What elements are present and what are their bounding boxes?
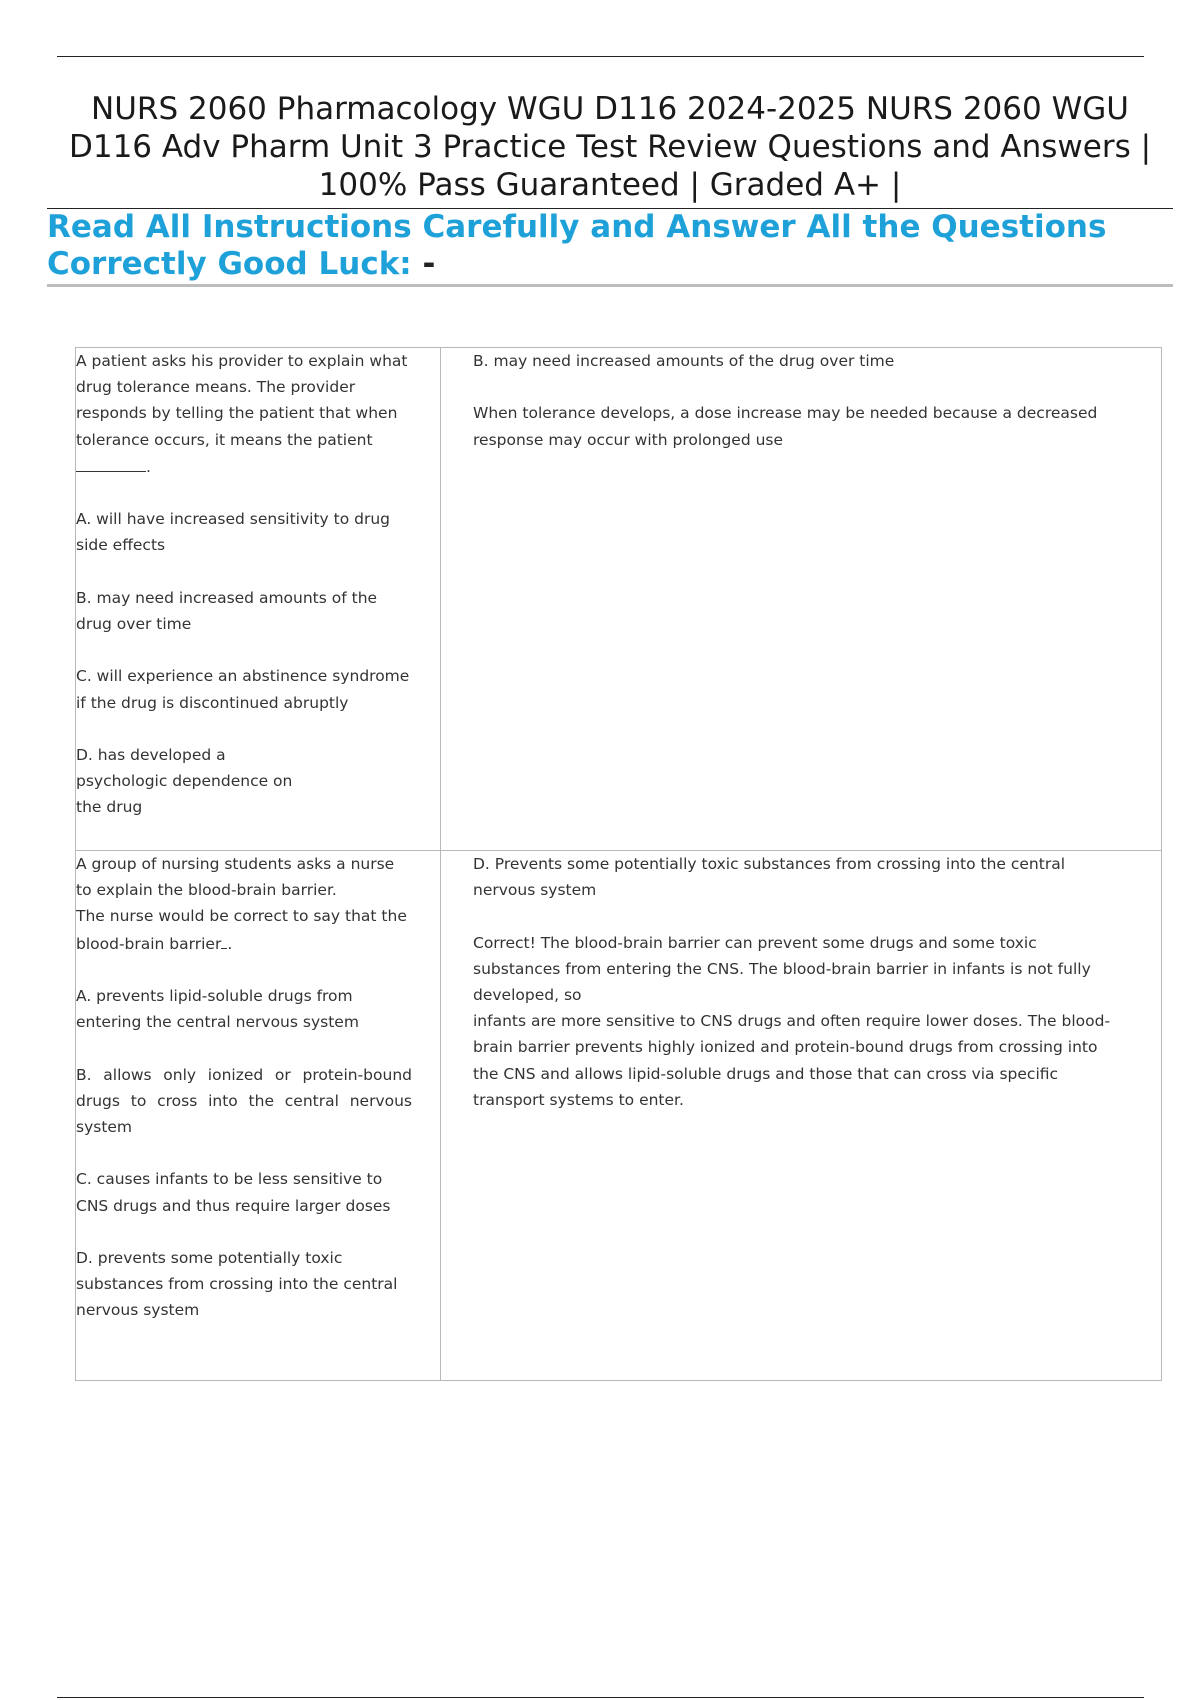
question-1-option-a: A. will have increased sensitivity to drug side effects — [76, 510, 390, 555]
instructions-dash: - — [422, 246, 436, 282]
answer-cell-2 — [441, 851, 1162, 1381]
question-1-option-d: D. has developed a psychologic dependence on the drug — [76, 745, 293, 817]
document-title: NURS 2060 Pharmacology WGU D116 2024-2025 NURS 2060 WGU D116 Adv Pharm Unit 3 Practice Test Review Questions and Answers | 100% Pass Guaranteed | Graded A+ | — [68, 91, 1152, 203]
instructions-text: Read All Instructions Carefully and Answer All the Questions Correctly Good Luck: — [47, 209, 1107, 282]
question-1-answer: B. may need increased amounts of the drug over time — [473, 352, 895, 370]
question-2-stem: The nurse would be correct to say that the blood-brain barrier . — [76, 907, 407, 953]
instructions-rule — [47, 284, 1173, 287]
question-2-option-b: B. allows only ionized or protein-bound drugs to cross into the central nervous system — [76, 1065, 412, 1136]
bottom-rule — [57, 1697, 1144, 1698]
question-2-intro: A group of nursing students asks a nurse to explain the blood-brain barrier. — [76, 855, 395, 900]
question-2-answer: D. Prevents some potentially toxic substances from crossing into the central nervous system — [473, 855, 1066, 900]
question-1-rationale: When tolerance develops, a dose increase may be needed because a decreased response may occur with prolonged use — [473, 404, 1098, 449]
question-2-option-a: A. prevents lipid-soluble drugs from entering the central nervous system — [76, 987, 359, 1032]
question-2-option-c: C. causes infants to be less sensitive to CNS drugs and thus require larger doses — [76, 1170, 391, 1215]
question-1-option-b: B. may need increased amounts of the drug over time — [76, 588, 378, 633]
question-2-option-d: D. prevents some potentially toxic substances from crossing into the central nervous system — [76, 1248, 398, 1320]
question-2-rationale-part-2: infants are more sensitive to CNS drugs and often require lower doses. The blood- brain barrier prevents highly ionized and protein-bound drugs from crossing into the CNS and allows lipid-soluble drugs and those that can cross via specific transport systems to enter. — [473, 1012, 1111, 1109]
qa-row-1 — [76, 348, 1162, 851]
qa-row-2 — [76, 851, 1162, 1381]
question-1-option-c: C. will experience an abstinence syndrome if the drug is discontinued abruptly — [76, 667, 410, 712]
top-rule — [57, 56, 1144, 57]
instructions-heading — [47, 209, 1173, 283]
answer-blank — [76, 453, 146, 472]
question-cell-2 — [76, 851, 441, 1381]
question-cell-1 — [76, 348, 441, 851]
question-1-stem: A patient asks his provider to explain what drug tolerance means. The provider responds by telling the patient that when tolerance occurs, it means the patient. — [76, 352, 408, 476]
answer-cell-1 — [441, 348, 1162, 851]
question-2-rationale-part-1: Correct! The blood-brain barrier can prevent some drugs and some toxic substances from entering the CNS. The blood-brain barrier in infants is not fully developed, so — [473, 933, 1091, 1004]
qa-table — [75, 347, 1162, 1381]
